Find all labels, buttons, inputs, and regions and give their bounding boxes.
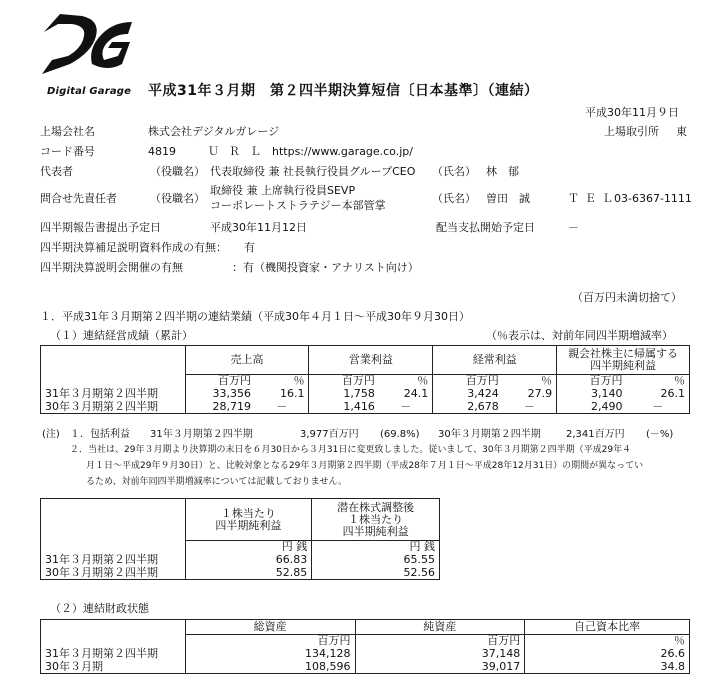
cell-value: 34.8 [525, 661, 690, 674]
unit-pct: ％ [503, 375, 557, 388]
unit-yen: 百万円 [185, 635, 355, 648]
header-diluted-eps-line3: 四半期純利益 [342, 524, 409, 538]
company-logo-mark [38, 12, 136, 78]
supp-value: 有 [244, 241, 255, 254]
unit-note: （百万円未満切捨て） [572, 291, 682, 304]
note1-a: １．包括利益 31年３月期第２四半期 [70, 429, 253, 440]
header-diluted-eps [312, 499, 440, 541]
cell-value: 66.83 [185, 554, 312, 567]
dividend-value: － [568, 221, 579, 234]
header-net-income-line2: 四半期純利益 [590, 359, 657, 372]
exchange-label: 上場取引所 [604, 125, 659, 138]
dividend-label: 配当支払開始予定日 [436, 221, 535, 234]
rep-name-label: （氏名） [432, 165, 476, 178]
unit-row-blank [41, 541, 186, 554]
code-label: コード番号 [40, 145, 95, 158]
eps-header-blank [41, 499, 186, 541]
cell-value: 1,758 [309, 388, 379, 401]
table-row [41, 388, 690, 401]
listed-name: 株式会社デジタルガレージ [148, 125, 280, 138]
tel-value: 03-6367-1111 [614, 192, 692, 205]
sub1-title: （１）連結経営成績（累計） [50, 329, 193, 342]
cell-value: 1,416 [309, 401, 379, 414]
header-net-income [557, 346, 690, 375]
header-diluted-eps-line2: １株当たり [348, 512, 404, 526]
note1-e: 2,341百万円 [566, 429, 625, 440]
document-title: 平成31年３月期 第２四半期決算短信〔日本基準〕（連結） [148, 83, 539, 99]
cell-value: 52.85 [185, 567, 312, 580]
unit-yen: 百万円 [433, 375, 503, 388]
unit-yen-sen: 円 銭 [312, 541, 440, 554]
cell-value: 16.1 [255, 388, 309, 401]
cell-value: 26.6 [525, 648, 690, 661]
contact-role-label: （役職名） [150, 192, 205, 205]
note2-line3: るため、対前年同四半期増減率については記載しておりません。 [86, 477, 348, 487]
note2-line2: 月１日～平成29年９月30日）と、比較対象となる29年３月期第２四半期（平成28年７月１日～平成28年12月31日）の期間が異なってい [86, 461, 644, 471]
row-label: 31年３月期第２四半期 [41, 648, 186, 661]
eps-table [40, 498, 440, 580]
rep-role-label: （役職名） [150, 165, 205, 178]
header-eps-line1: １株当たり [220, 506, 276, 520]
announce-date: 平成30年11月９日 [585, 106, 679, 119]
fp-header-blank [41, 620, 186, 635]
row-label: 31年３月期第２四半期 [41, 388, 186, 401]
note1-b: 3,977百万円 [300, 429, 359, 440]
header-eps-line2: 四半期純利益 [215, 518, 282, 532]
note1-c: (69.8%) [380, 429, 420, 440]
table-row [41, 554, 440, 567]
cell-value: － [379, 401, 433, 414]
cell-value: 27.9 [503, 388, 557, 401]
cell-value: 33,356 [185, 388, 255, 401]
contact-role-line1: 取締役 兼 上席執行役員SEVP [210, 184, 356, 197]
unit-row-blank [41, 375, 186, 388]
cell-value: 39,017 [355, 661, 525, 674]
url-label: ＵＲＬ [208, 145, 271, 158]
code-value: 4819 [148, 145, 176, 158]
cell-value: 52.56 [312, 567, 440, 580]
cell-value: 2,678 [433, 401, 503, 414]
cell-value: 28,719 [185, 401, 255, 414]
unit-yen: 百万円 [355, 635, 525, 648]
header-diluted-eps-line1: 潜在株式調整後 [337, 500, 415, 514]
cell-value: 2,490 [557, 401, 627, 414]
cell-value: 26.1 [627, 388, 690, 401]
unit-yen-sen: 円 銭 [185, 541, 312, 554]
header-eps [185, 499, 312, 541]
table-row [41, 648, 690, 661]
table-row [41, 567, 440, 580]
listed-name-label: 上場会社名 [40, 125, 95, 138]
briefing-value: ：有（機関投資家・アナリスト向け） [232, 261, 419, 274]
header-operating-income: 営業利益 [309, 346, 433, 375]
section1-title: １．平成31年３月期第２四半期の連結業績（平成30年４月１日～平成30年９月30日） [40, 310, 470, 323]
cell-value: 65.55 [312, 554, 440, 567]
cell-value: － [627, 401, 690, 414]
company-logo-text: Digital Garage [47, 86, 132, 97]
table-row [41, 661, 690, 674]
report-date: 平成30年11月12日 [210, 221, 307, 234]
results-table [40, 345, 690, 414]
cell-value: 108,596 [185, 661, 355, 674]
contact-name: 曽田 誠 [486, 192, 530, 205]
note1-d: 30年３月期第２四半期 [438, 429, 541, 440]
briefing-label: 四半期決算説明会開催の有無 [40, 261, 183, 274]
header-net-income-line1: 親会社株主に帰属する [568, 347, 679, 360]
unit-pct: ％ [379, 375, 433, 388]
url-link[interactable]: https://www.garage.co.jp/ [272, 145, 413, 158]
header-net-assets: 純資産 [355, 620, 525, 635]
cell-value: 134,128 [185, 648, 355, 661]
row-label: 30年３月期第２四半期 [41, 567, 186, 580]
header-revenue: 売上高 [185, 346, 309, 375]
results-header-blank [41, 346, 186, 375]
cell-value: 37,148 [355, 648, 525, 661]
supp-label: 四半期決算補足説明資料作成の有無： [40, 241, 227, 254]
cell-value: － [255, 401, 309, 414]
cell-value: 3,140 [557, 388, 627, 401]
unit-pct: ％ [627, 375, 690, 388]
header-equity-ratio: 自己資本比率 [525, 620, 690, 635]
header-total-assets: 総資産 [185, 620, 355, 635]
notes-label: (注) [42, 429, 60, 440]
exchange-value: 東 [676, 125, 687, 138]
rep-name: 林 郁 [486, 165, 519, 178]
header-ordinary-income: 経常利益 [433, 346, 557, 375]
contact-name-label: （氏名） [432, 192, 476, 205]
row-label: 30年３月期 [41, 661, 186, 674]
sub1-note: （％表示は、対前年同四半期増減率） [486, 329, 673, 342]
note1-f: (－%) [646, 429, 674, 440]
note2-line1: ２．当社は、29年３月期より決算期の末日を６月30日から３月31日に変更致しました。従いまして、30年３月期第２四半期（平成29年４ [70, 445, 632, 455]
contact-label: 問合せ先責任者 [40, 192, 117, 205]
unit-yen: 百万円 [309, 375, 379, 388]
unit-row-blank [41, 635, 186, 648]
cell-value: － [503, 401, 557, 414]
row-label: 30年３月期第２四半期 [41, 401, 186, 414]
sub2-title: （２）連結財政状態 [50, 602, 149, 615]
financial-position-table [40, 619, 690, 674]
row-label: 31年３月期第２四半期 [41, 554, 186, 567]
table-row [41, 401, 690, 414]
unit-pct: ％ [255, 375, 309, 388]
report-date-label: 四半期報告書提出予定日 [40, 221, 161, 234]
unit-yen: 百万円 [185, 375, 255, 388]
rep-role: 代表取締役 兼 社長執行役員グループCEO [210, 165, 416, 178]
unit-yen: 百万円 [557, 375, 627, 388]
tel-label: ＴＥＬ [568, 192, 619, 205]
rep-label: 代表者 [40, 165, 73, 178]
unit-pct: ％ [525, 635, 690, 648]
cell-value: 3,424 [433, 388, 503, 401]
contact-role-line2: コーポレートストラテジー本部管掌 [210, 199, 386, 212]
cell-value: 24.1 [379, 388, 433, 401]
